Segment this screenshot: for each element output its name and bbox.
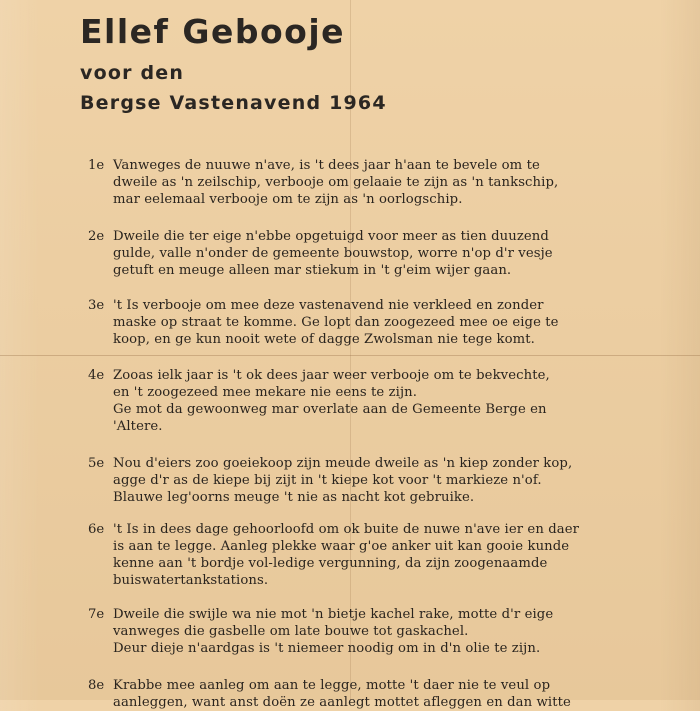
rule-text-line: Dweile die ter eige n'ebbe opgetuigd voor meer as tien duuzend	[113, 229, 549, 244]
rule-item-8	[88, 677, 628, 711]
rule-text-line: Krabbe mee aanleg om aan te legge, motte 't daer nie te veul op	[113, 678, 551, 693]
rule-text-line: Nou d'eiers zoo goeiekoop zijn meude dweile as 'n kiep zonder kop,	[113, 456, 573, 471]
rule-text-line: mar eelemaal verbooje om te zijn as 'n oorlogschip.	[113, 192, 463, 207]
rule-item-4	[88, 367, 628, 435]
rule-item-3	[88, 297, 628, 348]
rule-item-6	[88, 521, 628, 589]
rule-text-line: gulde, valle n'onder de gemeente bouwstop, worre n'op d'r vesje	[113, 246, 553, 261]
rule-text-line: agge d'r as de kiepe bij zijt in 't kiepe kot voor 't markieze n'of.	[113, 473, 542, 488]
rule-text-line: Zooas ielk jaar is 't ok dees jaar weer verbooje om te bekvechte,	[113, 368, 550, 383]
rule-number: 6e	[88, 522, 105, 537]
rule-number: 7e	[88, 607, 105, 622]
rule-item-2	[88, 228, 628, 279]
rule-item-7	[88, 606, 628, 657]
rule-text-line: Vanweges de nuuwe n'ave, is 't dees jaar h'aan te bevele om te	[113, 158, 540, 173]
rule-text-line: is aan te legge. Aanleg plekke waar g'oe anker uit kan gooie kunde	[113, 539, 570, 554]
rule-text-line: buiswatertankstations.	[113, 573, 269, 588]
rule-text-line: en 't zoogezeed mee mekare nie eens te zijn.	[113, 385, 418, 400]
rule-item-5	[88, 455, 628, 506]
rule-item-1	[88, 157, 628, 208]
rule-number: 1e	[88, 158, 105, 173]
rule-text-line: dweile as 'n zeilschip, verbooje om gelaaie te zijn as 'n tankschip,	[113, 175, 559, 190]
subtitle-line-2: Bergse Vastenavend 1964	[80, 92, 387, 114]
rule-number: 5e	[88, 456, 105, 471]
subtitle-line-1: voor den	[80, 62, 185, 84]
rule-text-line: Ge mot da gewoonweg mar overlate aan de Gemeente Berge en	[113, 402, 547, 417]
rule-text-line: kenne aan 't bordje vol-ledige vergunning, da zijn zoogenaamde	[113, 556, 548, 571]
rule-text-line: vanweges die gasbelle om late bouwe tot gaskachel.	[113, 624, 469, 639]
rule-text-line: 't Is verbooje om mee deze vastenavend nie verkleed en zonder	[113, 298, 544, 313]
rule-number: 4e	[88, 368, 105, 383]
rule-text-line: 'Altere.	[113, 419, 163, 434]
rule-number: 3e	[88, 298, 105, 313]
rule-text-line: getuft en meuge alleen mar stiekum in 't g'eim wijer gaan.	[113, 263, 512, 278]
rule-text-line: 't Is in dees dage gehoorloofd om ok buite de nuwe n'ave ier en daer	[113, 522, 580, 537]
rule-text-line: maske op straat te komme. Ge lopt dan zoogezeed mee oe eige te	[113, 315, 559, 330]
rule-text-line: koop, en ge kun nooit wete of dagge Zwolsman nie tege komt.	[113, 332, 535, 347]
rule-number: 8e	[88, 678, 105, 693]
rule-text-line: Blauwe leg'oorns meuge 't nie as nacht kot gebruike.	[113, 490, 475, 505]
rule-text-line: Deur dieje n'aardgas is 't niemeer noodig om in d'n olie te zijn.	[113, 641, 541, 656]
rule-text-line: Dweile die swijle wa nie mot 'n bietje kachel rake, motte d'r eige	[113, 607, 554, 622]
rule-number: 2e	[88, 229, 105, 244]
page-title: Ellef Gebooje	[80, 12, 346, 51]
rule-text-line: aanleggen, want anst doën ze aanlegt mottet afleggen en dan witte	[113, 695, 571, 710]
